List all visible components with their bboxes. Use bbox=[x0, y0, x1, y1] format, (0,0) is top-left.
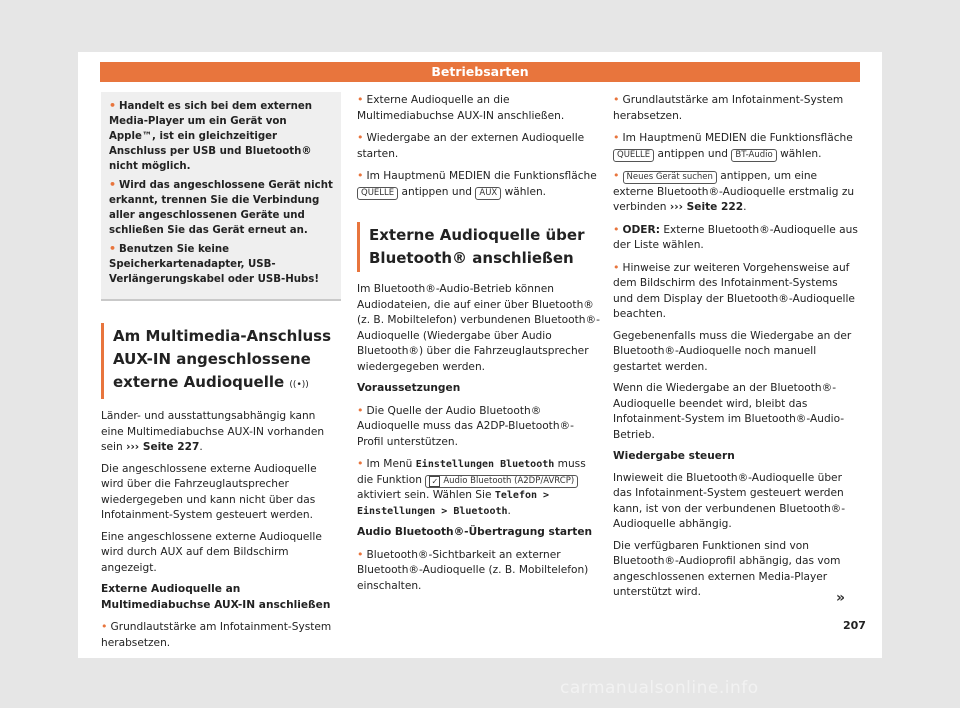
list-item: • Neues Gerät suchen antippen, um eine externe Bluetooth®-Audioquelle erstmalig zu verbinden ››› Seite 222. bbox=[613, 169, 855, 213]
audio-bluetooth-key[interactable]: ✓ Audio Bluetooth (A2DP/AVRCP) bbox=[425, 475, 578, 488]
menu-path: Einstellungen Bluetooth bbox=[415, 459, 555, 470]
bullet-icon: • bbox=[101, 620, 108, 633]
bullet-icon: • bbox=[357, 457, 364, 470]
notice-item: • Handelt es sich bei dem externen Media-Player um ein Gerät von Apple™, ist ein gleichzeitiger Anschluss per USB und Bluetooth® nicht möglich. bbox=[109, 99, 313, 172]
quelle-key[interactable]: QUELLE bbox=[357, 187, 398, 200]
list-item: • Die Quelle der Audio Bluetooth® Audioquelle muss das A2DP-Bluetooth®-Profil unterstützen. bbox=[357, 403, 574, 448]
list-item: • Bluetooth®-Sichtbarkeit an externer Bluetooth®-Audioquelle (z. B. Mobiltelefon) einschalten. bbox=[357, 547, 589, 592]
subheading: Audio Bluetooth®-Übertragung starten bbox=[357, 526, 593, 538]
paragraph: Inwieweit die Bluetooth®-Audioquelle über das Infotainment-System gesteuert werden kann, ist von der verbundenen Bluetooth®-Audioquelle abhängig. bbox=[613, 471, 846, 530]
bullet-icon: • bbox=[357, 403, 364, 417]
bullet-icon: • bbox=[357, 131, 364, 144]
bullet-icon: • bbox=[613, 93, 620, 106]
paragraph: Wenn die Wiedergabe an der Bluetooth®-Audioquelle beendet wird, bleibt das Infotainment-System im Bluetooth®-Audio-Betrieb. bbox=[613, 382, 845, 441]
bullet-icon: • bbox=[109, 99, 117, 112]
list-item: • Externe Audioquelle an die Multimediabuchse AUX-IN anschließen. bbox=[357, 93, 565, 122]
list-item: • Im Hauptmenü MEDIEN die Funktionsfläche QUELLE antippen und AUX wählen. bbox=[357, 169, 597, 198]
column-3 bbox=[613, 92, 859, 607]
bullet-icon: • bbox=[613, 131, 620, 144]
aux-key[interactable]: AUX bbox=[475, 187, 501, 200]
paragraph: Länder- und ausstattungsabhängig kann eine Multimediabuchse AUX-IN vorhanden sein ››› Seite 227. bbox=[101, 410, 325, 453]
list-item: • Wiedergabe an der externen Audioquelle starten. bbox=[357, 131, 585, 160]
checkbox-icon: ✓ bbox=[429, 476, 440, 487]
page-number: 207 bbox=[843, 619, 866, 632]
bullet-icon: • bbox=[357, 547, 364, 561]
bullet-icon: • bbox=[357, 93, 364, 106]
bullet-icon: • bbox=[613, 169, 620, 182]
bullet-icon: • bbox=[613, 260, 620, 274]
list-item: • Grundlautstärke am Infotainment-System herabsetzen. bbox=[101, 620, 332, 649]
page-header: Betriebsarten bbox=[100, 62, 860, 82]
notice-item: • Benutzen Sie keine Speicherkartenadapter, USB-Verlängerungskabel oder USB-Hubs! bbox=[109, 242, 320, 285]
notice-box bbox=[101, 92, 341, 301]
continue-icon: » bbox=[836, 590, 846, 606]
page-reference[interactable]: ››› Seite 227 bbox=[126, 441, 200, 453]
paragraph: Gegebenenfalls muss die Wiedergabe an der Bluetooth®-Audioquelle noch manuell gestartet werden. bbox=[613, 329, 852, 373]
bt-audio-key[interactable]: BT-Audio bbox=[731, 149, 776, 162]
column-1 bbox=[101, 92, 341, 657]
section-title-aux: Am Multimedia-Anschluss AUX-IN angeschlossene externe Audioquelle ((•)) bbox=[101, 323, 341, 399]
bullet-icon: • bbox=[109, 178, 117, 191]
quelle-key[interactable]: QUELLE bbox=[613, 149, 654, 162]
subheading: Wiedergabe steuern bbox=[613, 450, 735, 462]
list-item: • Grundlautstärke am Infotainment-System herabsetzen. bbox=[613, 93, 844, 122]
sound-icon: ((•)) bbox=[289, 380, 309, 390]
bullet-icon: • bbox=[109, 242, 117, 255]
new-device-search-key[interactable]: Neues Gerät suchen bbox=[623, 171, 717, 184]
page-reference[interactable]: ››› Seite 222 bbox=[669, 201, 744, 213]
subheading: Voraussetzungen bbox=[357, 382, 461, 394]
paragraph: Die verfügbaren Funktionen sind von Bluetooth®-Audioprofil abhängig, das vom angeschlossenen externen Media-Player unterstützt wird. bbox=[613, 539, 841, 598]
paragraph: Im Bluetooth®-Audio-Betrieb können Audiodateien, die auf einer über Bluetooth® (z. B. Mobiltelefon) verbundenen Bluetooth®-Audioquelle (Wiedergabe über Audio Bluetooth®) über die Fahrzeuglautsprecher wiedergegeben werden. bbox=[357, 283, 600, 373]
paragraph: Die angeschlossene externe Audioquelle wird über die Fahrzeuglautsprecher wiedergegeben und kann nicht über das Infotainment-System gesteuert werden. bbox=[101, 462, 317, 521]
bullet-icon: • bbox=[357, 169, 364, 182]
paragraph: Eine angeschlossene externe Audioquelle wird durch AUX auf dem Bildschirm angezeigt. bbox=[101, 530, 322, 574]
watermark: carmanualsonline.info bbox=[560, 678, 759, 698]
bullet-icon: • bbox=[613, 222, 620, 236]
column-2 bbox=[357, 92, 600, 600]
notice-item: • Wird das angeschlossene Gerät nicht erkannt, trennen Sie die Verbindung aller angeschlossenen Geräte und schließen Sie das Gerät erneut an. bbox=[109, 178, 333, 236]
list-item: • Hinweise zur weiteren Vorgehensweise auf dem Bildschirm des Infotainment-Systems und dem Display der Bluetooth®-Audioquelle beachten. bbox=[613, 260, 855, 320]
list-item: • ODER: Externe Bluetooth®-Audioquelle aus der Liste wählen. bbox=[613, 222, 858, 251]
section-title-bluetooth: Externe Audioquelle über Bluetooth® anschließen bbox=[357, 222, 600, 272]
subheading: Externe Audioquelle an Multimediabuchse AUX-IN anschließen bbox=[101, 583, 331, 611]
menu-path: Telefon > Einstellungen > Bluetooth bbox=[357, 490, 550, 517]
list-item: • Im Hauptmenü MEDIEN die Funktionsfläche QUELLE antippen und BT-Audio wählen. bbox=[613, 131, 853, 160]
list-item: • Im Menü Einstellungen Bluetooth muss die Funktion ✓ Audio Bluetooth (A2DP/AVRCP) aktiviert sein. Wählen Sie Telefon > Einstellungen > Bluetooth. bbox=[357, 457, 586, 517]
